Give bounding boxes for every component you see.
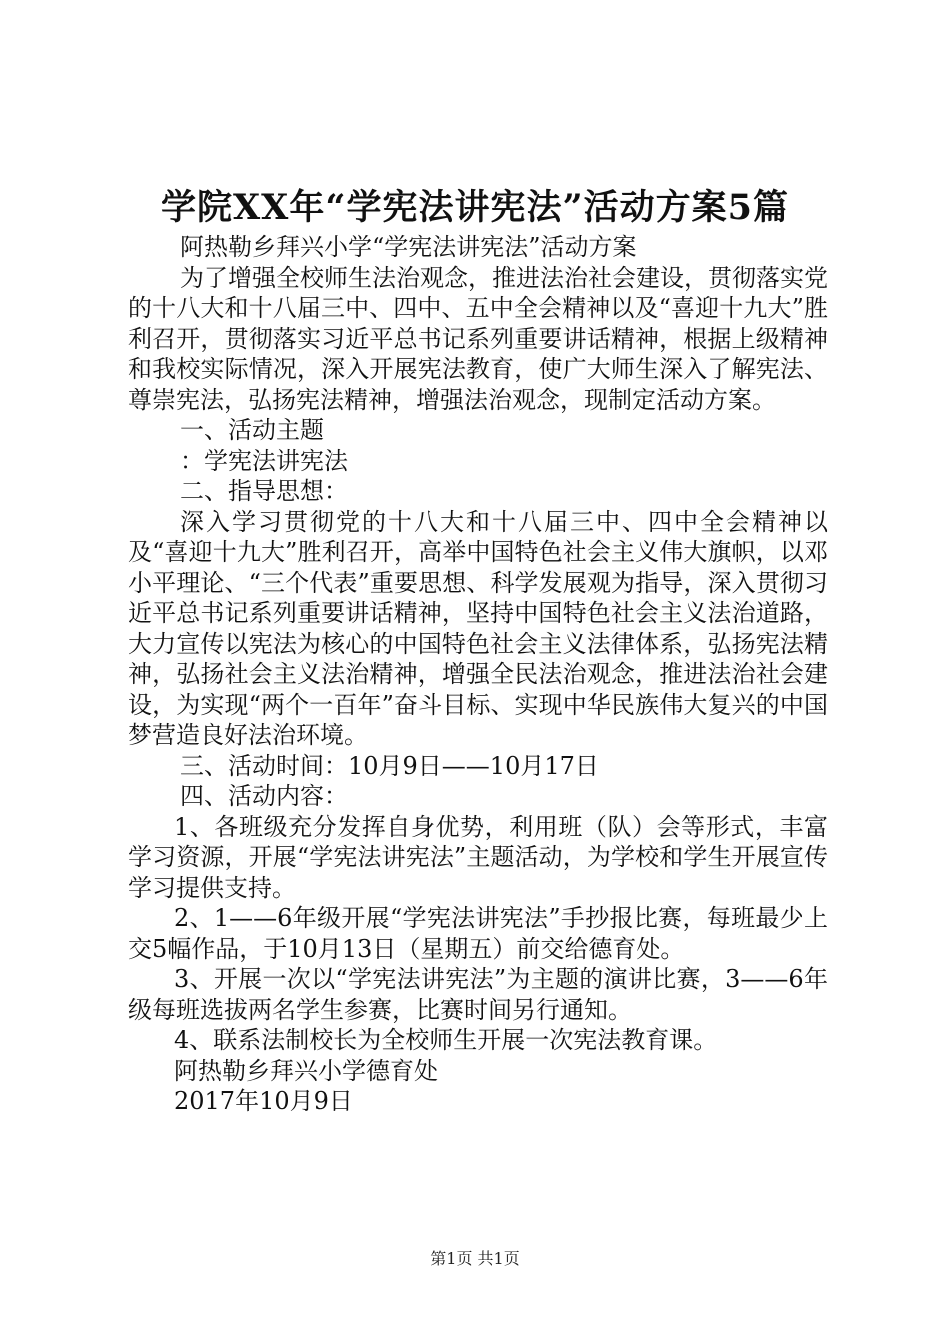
list-item-3: 3、开展一次以“学宪法讲宪法”为主题的演讲比赛，3——6年级每班选拔两名学生参赛，比赛时间另行通知。 [128, 965, 828, 1024]
signature-date: 2017年10月9日 [174, 1087, 353, 1115]
page-footer: 第1页 共1页 [430, 1249, 520, 1268]
document-body [128, 232, 828, 1117]
heading-guiding-ideology: 二、指导思想： [180, 477, 348, 505]
activity-theme-text: ：学宪法讲宪法 [180, 446, 348, 475]
paragraph-guiding-ideology: 深入学习贯彻党的十八大和十八届三中、四中全会精神以及“喜迎十九大”胜利召开，高举中国特色社会主义伟大旗帜，以邓小平理论、“三个代表”重要思想、科学发展观为指导，深入贯彻习近平总书记系列重要讲话精神，坚持中国特色社会主义法治道路，大力宣传以宪法为核心的中国特色社会主义法律体系，弘扬宪法精神，弘扬社会主义法治精神，增强全民法治观念，推进法治社会建设，为实现“两个一百年”奋斗目标、实现中华民族伟大复兴的中国梦营造良好法治环境。 [128, 507, 828, 749]
signature-organization: 阿热勒乡拜兴小学德育处 [174, 1056, 438, 1085]
heading-activity-time: 三、活动时间：10月9日——10月17日 [180, 751, 599, 780]
section-heading: 阿热勒乡拜兴小学“学宪法讲宪法”活动方案 [180, 233, 637, 261]
document-title: 学院XX年“学宪法讲宪法”活动方案5篇 [161, 187, 789, 228]
heading-activity-theme: 一、活动主题 [180, 416, 324, 444]
heading-activity-content: 四、活动内容： [180, 782, 348, 810]
list-item-1: 1、各班级充分发挥自身优势，利用班（队）会等形式，丰富学习资源，开展“学宪法讲宪法”主题活动，为学校和学生开展宣传学习提供支持。 [128, 812, 828, 902]
list-item-2: 2、1——6年级开展“学宪法讲宪法”手抄报比赛，每班最少上交5幅作品，于10月13日（星期五）前交给德育处。 [128, 904, 828, 963]
list-item-4: 4、联系法制校长为全校师生开展一次宪法教育课。 [174, 1026, 718, 1054]
paragraph-intro: 为了增强全校师生法治观念，推进法治社会建设，贯彻落实党的十八大和十八届三中、四中、五中全会精神以及“喜迎十九大”胜利召开，贯彻落实习近平总书记系列重要讲话精神，根据上级精神和我校实际情况，深入开展宪法教育，使广大师生深入了解宪法、尊崇宪法，弘扬宪法精神，增强法治观念，现制定活动方案。 [128, 263, 828, 414]
